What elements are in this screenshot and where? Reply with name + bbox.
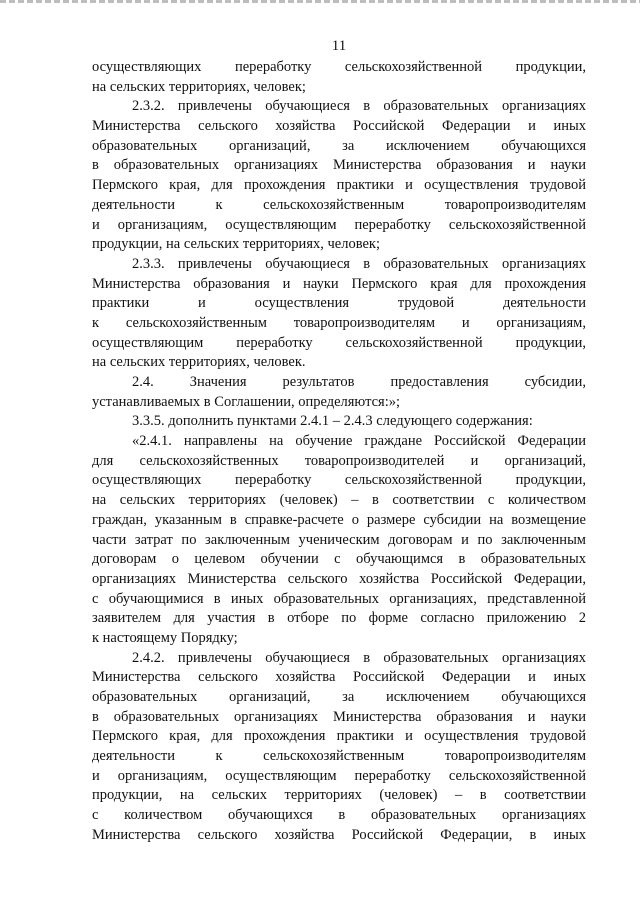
text-line: Министерства образования и науки Пермского края для прохождения bbox=[92, 275, 586, 292]
text-line: Министерства сельского хозяйства Российской Федерации и иных bbox=[92, 118, 586, 135]
page-number: 11 bbox=[331, 38, 347, 54]
text-line: с обучающимися в иных образовательных организациях, представленной bbox=[92, 590, 586, 607]
text-line: 2.4. Значения результатов предоставления субсидии, bbox=[132, 374, 586, 390]
text-line: Министерства сельского хозяйства Российской Федерации и иных bbox=[92, 669, 586, 686]
text-line: к настоящему Порядку; bbox=[92, 629, 238, 646]
text-line: на сельских территориях, человек; bbox=[92, 78, 306, 95]
document-body bbox=[92, 58, 586, 846]
text-line: устанавливаемых в Соглашении, определяются:»; bbox=[92, 393, 400, 410]
text-line: граждан, указанным в справке-расчете о размере субсидии на возмещение bbox=[92, 511, 586, 528]
text-line: к сельскохозяйственным товаропроизводителям и организациям, bbox=[92, 314, 586, 331]
text-line: Министерства сельского хозяйства Российской Федерации, в иных bbox=[92, 826, 586, 843]
scan-top-edge bbox=[0, 0, 640, 3]
text-line: части затрат по заключенным ученическим договорам и по заключенным bbox=[92, 531, 586, 548]
text-line: 2.3.3. привлечены обучающиеся в образовательных организациях bbox=[132, 255, 586, 272]
text-line: заявителем для участия в отборе по форме согласно приложению 2 bbox=[92, 610, 586, 627]
text-line: деятельности к сельскохозяйственным товаропроизводителям bbox=[92, 748, 586, 765]
text-line: образовательных организаций, за исключением обучающихся bbox=[92, 137, 586, 154]
text-line: осуществляющим переработку сельскохозяйственной продукции, bbox=[92, 334, 586, 351]
text-line: на сельских территориях (человек) – в соответствии с количеством bbox=[92, 492, 586, 509]
text-line: на сельских территориях, человек. bbox=[92, 354, 306, 371]
text-line: «2.4.1. направлены на обучение граждане Российской Федерации bbox=[132, 433, 586, 450]
text-line: договорам о целевом обучении с обучающимся в образовательных bbox=[92, 551, 586, 568]
text-line: 3.3.5. дополнить пунктами 2.4.1 – 2.4.3 следующего содержания: bbox=[132, 413, 533, 430]
text-line: осуществляющих переработку сельскохозяйственной продукции, bbox=[92, 472, 586, 489]
text-line: продукции, на сельских территориях (человек) – в соответствии bbox=[92, 787, 586, 804]
text-line: организациях Министерства сельского хозяйства Российской Федерации, bbox=[92, 570, 586, 587]
text-line: осуществляющих переработку сельскохозяйственной продукции, bbox=[92, 59, 586, 75]
text-line: продукции, на сельских территориях, человек; bbox=[92, 236, 380, 253]
text-line: деятельности к сельскохозяйственным товаропроизводителям bbox=[92, 196, 586, 213]
text-line: с количеством обучающихся в образовательных организациях bbox=[92, 807, 586, 824]
text-line: и организациям, осуществляющим переработку сельскохозяйственной bbox=[92, 767, 586, 784]
text-line: Пермского края, для прохождения практики и осуществления трудовой bbox=[92, 728, 586, 745]
text-line: в образовательных организациях Министерства образования и науки bbox=[92, 157, 586, 174]
text-line: Пермского края, для прохождения практики и осуществления трудовой bbox=[92, 177, 586, 194]
text-line: практики и осуществления трудовой деятельности bbox=[92, 295, 586, 312]
text-line: и организациям, осуществляющим переработку сельскохозяйственной bbox=[92, 216, 586, 233]
text-line: образовательных организаций, за исключением обучающихся bbox=[92, 689, 586, 705]
text-line: 2.3.2. привлечены обучающиеся в образовательных организациях bbox=[132, 98, 586, 115]
document-page bbox=[92, 36, 586, 846]
text-line: 2.4.2. привлечены обучающиеся в образовательных организациях bbox=[132, 649, 586, 666]
text-line: в образовательных организациях Министерства образования и науки bbox=[92, 708, 586, 725]
text-line: для сельскохозяйственных товаропроизводителей и организаций, bbox=[92, 452, 586, 469]
